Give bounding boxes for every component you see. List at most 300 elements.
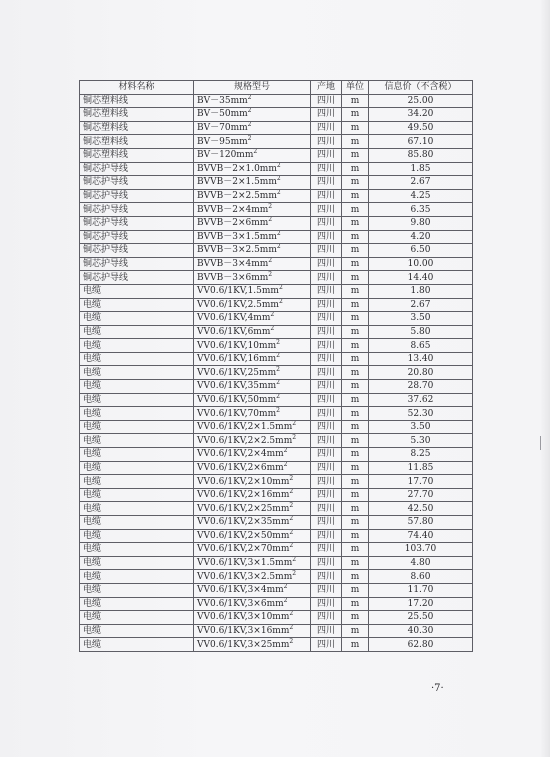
spec-text: VV0.6/1KV,3×6mm (197, 598, 284, 609)
cell-origin: 四川 (311, 108, 342, 122)
spec-superscript: 2 (289, 488, 294, 496)
cell-spec (194, 121, 311, 135)
table-row (80, 271, 473, 285)
spec-text: BVVB－2×6mm (197, 218, 269, 229)
table-row (80, 244, 473, 258)
cell-material: 铜芯护导线 (80, 271, 194, 285)
cell-material: 电缆 (80, 298, 194, 312)
cell-price: 8.60 (369, 570, 473, 584)
cell-unit: m (342, 583, 369, 597)
table-row (80, 461, 473, 475)
cell-spec (194, 312, 311, 326)
cell-price: 4.20 (369, 230, 473, 244)
table-row (80, 298, 473, 312)
cell-price: 8.25 (369, 448, 473, 462)
cell-material: 电缆 (80, 516, 194, 530)
spec-text: VV0.6/1KV,25mm (197, 367, 277, 378)
cell-origin: 四川 (311, 611, 342, 625)
spec-text: VV0.6/1KV,2×50mm (197, 530, 290, 541)
spec-text: BV－50mm (197, 109, 248, 120)
cell-price: 10.00 (369, 257, 473, 271)
cell-spec (194, 488, 311, 502)
spec-superscript: 2 (276, 406, 280, 414)
cell-origin: 四川 (311, 148, 342, 162)
cell-material: 电缆 (80, 366, 194, 380)
table-row (80, 257, 473, 271)
cell-unit: m (342, 597, 369, 611)
cell-origin: 四川 (311, 583, 342, 597)
cell-unit: m (342, 298, 369, 312)
table-row (80, 488, 473, 502)
cell-unit: m (342, 502, 369, 516)
cell-price: 49.50 (369, 121, 473, 135)
cell-origin: 四川 (311, 543, 342, 557)
spec-text: BVVB－3×4mm (197, 259, 269, 270)
cell-price: 4.25 (369, 189, 473, 203)
cell-origin: 四川 (311, 312, 342, 326)
cell-origin: 四川 (311, 516, 342, 530)
cell-unit: m (342, 611, 369, 625)
spec-superscript: 2 (247, 107, 252, 115)
spec-text: BV－70mm (197, 123, 248, 134)
spec-superscript: 2 (276, 162, 281, 169)
cell-unit: m (342, 325, 369, 339)
cell-material: 电缆 (80, 597, 194, 611)
table-row (80, 543, 473, 557)
cell-origin: 四川 (311, 366, 342, 380)
cell-material: 铜芯护导线 (80, 230, 194, 244)
cell-material: 电缆 (80, 624, 194, 638)
cell-price: 34.20 (369, 108, 473, 122)
cell-price: 6.35 (369, 203, 473, 217)
table-row (80, 108, 473, 122)
cell-spec (194, 271, 311, 285)
spec-superscript: 2 (276, 379, 280, 387)
cell-price: 2.67 (369, 298, 473, 312)
cell-origin: 四川 (311, 638, 342, 652)
cell-origin: 四川 (311, 216, 342, 230)
cell-unit: m (342, 461, 369, 475)
spec-text: VV0.6/1KV,1.5mm (197, 286, 279, 297)
table-row (80, 94, 473, 108)
cell-origin: 四川 (311, 597, 342, 611)
table-row (80, 216, 473, 230)
cell-unit: m (342, 135, 369, 149)
spec-text: VV0.6/1KV,2×1.5mm (197, 422, 293, 433)
spec-superscript: 2 (276, 352, 280, 360)
cell-spec (194, 108, 311, 122)
cell-unit: m (342, 203, 369, 217)
cell-unit: m (342, 380, 369, 394)
cell-material: 电缆 (80, 502, 194, 516)
cell-spec (194, 244, 311, 258)
page-number: ·7· (431, 683, 444, 694)
cell-spec (194, 448, 311, 462)
cell-spec (194, 325, 311, 339)
cell-price: 4.80 (369, 556, 473, 570)
cell-spec (194, 516, 311, 530)
cell-material: 铜芯护导线 (80, 244, 194, 258)
cell-spec (194, 597, 311, 611)
cell-unit: m (342, 352, 369, 366)
table-row (80, 339, 473, 353)
cell-material: 铜芯护导线 (80, 203, 194, 217)
cell-price: 6.50 (369, 244, 473, 258)
cell-price: 28.70 (369, 380, 473, 394)
cell-material: 铜芯塑料线 (80, 94, 194, 108)
cell-origin: 四川 (311, 325, 342, 339)
cell-spec (194, 135, 311, 149)
spec-text: VV0.6/1KV,70mm (197, 408, 277, 419)
table-row (80, 230, 473, 244)
cell-spec (194, 176, 311, 190)
cell-spec (194, 461, 311, 475)
cell-material: 电缆 (80, 380, 194, 394)
spec-superscript: 2 (270, 311, 275, 319)
cell-origin: 四川 (311, 434, 342, 448)
spec-text: VV0.6/1KV,2×16mm (197, 490, 290, 501)
spec-superscript: 2 (292, 420, 297, 428)
spec-superscript: 2 (270, 325, 275, 332)
cell-price: 40.30 (369, 624, 473, 638)
cell-material: 电缆 (80, 393, 194, 407)
spec-superscript: 2 (268, 257, 273, 265)
cell-material: 电缆 (80, 339, 194, 353)
spec-text: BV－120mm (197, 150, 254, 161)
cell-origin: 四川 (311, 271, 342, 285)
cell-material: 电缆 (80, 583, 194, 597)
table-row (80, 611, 473, 625)
cell-origin: 四川 (311, 135, 342, 149)
cell-material: 电缆 (80, 570, 194, 584)
cell-unit: m (342, 638, 369, 652)
cell-unit: m (342, 176, 369, 190)
table-row (80, 407, 473, 421)
cell-spec (194, 624, 311, 638)
spec-text: VV0.6/1KV,3×16mm (197, 626, 290, 637)
cell-price: 17.20 (369, 597, 473, 611)
table-row (80, 284, 473, 298)
cell-material: 电缆 (80, 448, 194, 462)
cell-spec (194, 162, 311, 176)
cell-price: 42.50 (369, 502, 473, 516)
spec-superscript: 2 (289, 624, 294, 632)
cell-material: 电缆 (80, 461, 194, 475)
cell-unit: m (342, 121, 369, 135)
cell-spec (194, 570, 311, 584)
cell-origin: 四川 (311, 556, 342, 570)
header-unit: 单位 (342, 81, 369, 95)
cell-unit: m (342, 108, 369, 122)
cell-spec (194, 284, 311, 298)
spec-text: VV0.6/1KV,50mm (197, 394, 277, 405)
cell-unit: m (342, 162, 369, 176)
cell-spec (194, 556, 311, 570)
header-origin: 产地 (311, 81, 342, 95)
spec-superscript: 2 (289, 542, 294, 550)
spec-text: VV0.6/1KV,2×70mm (197, 544, 290, 555)
spec-text: BVVB－2×4mm (197, 204, 269, 215)
cell-unit: m (342, 393, 369, 407)
cell-price: 85.80 (369, 148, 473, 162)
spec-text: BV－35mm (197, 95, 248, 106)
table-row (80, 380, 473, 394)
spec-text: VV0.6/1KV,6mm (197, 326, 271, 337)
spec-superscript: 2 (292, 433, 297, 441)
cell-price: 14.40 (369, 271, 473, 285)
spec-text: VV0.6/1KV,3×4mm (197, 585, 284, 596)
cell-price: 25.00 (369, 94, 473, 108)
spec-superscript: 2 (253, 148, 258, 156)
table-row (80, 624, 473, 638)
cell-material: 铜芯护导线 (80, 176, 194, 190)
cell-material: 铜芯塑料线 (80, 148, 194, 162)
cell-material: 电缆 (80, 488, 194, 502)
table-row (80, 366, 473, 380)
cell-spec (194, 366, 311, 380)
spec-text: BVVB－2×1.5mm (197, 177, 277, 188)
cell-unit: m (342, 516, 369, 530)
cell-material: 电缆 (80, 543, 194, 557)
cell-price: 103.70 (369, 543, 473, 557)
cell-unit: m (342, 488, 369, 502)
spec-superscript: 2 (276, 189, 281, 197)
spec-superscript: 2 (268, 216, 273, 224)
table-row (80, 583, 473, 597)
table-row (80, 352, 473, 366)
cell-spec (194, 148, 311, 162)
spec-superscript: 2 (289, 637, 294, 645)
spec-superscript: 2 (283, 461, 288, 468)
spec-superscript: 2 (268, 202, 273, 210)
cell-origin: 四川 (311, 244, 342, 258)
cell-unit: m (342, 230, 369, 244)
spec-superscript: 2 (283, 447, 288, 455)
table-row (80, 393, 473, 407)
cell-material: 电缆 (80, 420, 194, 434)
spec-text: BVVB－3×2.5mm (197, 245, 277, 256)
cell-spec (194, 407, 311, 421)
cell-spec (194, 352, 311, 366)
cell-price: 3.50 (369, 420, 473, 434)
spec-text: VV0.6/1KV,2×4mm (197, 449, 284, 460)
cell-unit: m (342, 271, 369, 285)
cell-origin: 四川 (311, 393, 342, 407)
cell-origin: 四川 (311, 94, 342, 108)
spec-superscript: 2 (283, 583, 288, 591)
table-row (80, 570, 473, 584)
cell-origin: 四川 (311, 203, 342, 217)
cell-spec (194, 380, 311, 394)
cell-spec (194, 189, 311, 203)
table-row (80, 448, 473, 462)
cell-price: 11.70 (369, 583, 473, 597)
cell-unit: m (342, 94, 369, 108)
cell-origin: 四川 (311, 284, 342, 298)
cell-material: 电缆 (80, 312, 194, 326)
spec-superscript: 2 (276, 175, 281, 183)
cell-origin: 四川 (311, 570, 342, 584)
cell-material: 电缆 (80, 352, 194, 366)
cell-material: 铜芯护导线 (80, 189, 194, 203)
cell-price: 5.30 (369, 434, 473, 448)
spec-text: VV0.6/1KV,4mm (197, 313, 271, 324)
cell-material: 电缆 (80, 611, 194, 625)
table-row (80, 597, 473, 611)
spec-superscript: 2 (276, 393, 280, 400)
table-row (80, 434, 473, 448)
spec-superscript: 2 (276, 338, 280, 346)
spec-text: VV0.6/1KV,10mm (197, 340, 277, 351)
cell-price: 11.85 (369, 461, 473, 475)
spec-superscript: 2 (278, 298, 283, 305)
table-row (80, 176, 473, 190)
spec-text: VV0.6/1KV,2×6mm (197, 462, 284, 473)
cell-price: 2.67 (369, 176, 473, 190)
cell-unit: m (342, 312, 369, 326)
spec-text: VV0.6/1KV,3×25mm (197, 639, 290, 650)
cell-material: 电缆 (80, 556, 194, 570)
cell-price: 1.80 (369, 284, 473, 298)
spec-text: VV0.6/1KV,35mm (197, 381, 277, 392)
cell-spec (194, 230, 311, 244)
cell-origin: 四川 (311, 461, 342, 475)
cell-price: 67.10 (369, 135, 473, 149)
page-edge-shadow (540, 0, 550, 757)
spec-text: VV0.6/1KV,2×2.5mm (197, 435, 293, 446)
cell-spec (194, 420, 311, 434)
cell-origin: 四川 (311, 339, 342, 353)
cell-price: 25.50 (369, 611, 473, 625)
spec-superscript: 2 (276, 230, 281, 237)
spec-text: VV0.6/1KV,3×1.5mm (197, 558, 293, 569)
cell-price: 52.30 (369, 407, 473, 421)
margin-mark (540, 436, 544, 450)
cell-price: 37.62 (369, 393, 473, 407)
header-material: 材料名称 (80, 81, 194, 95)
spec-superscript: 2 (276, 365, 280, 373)
cell-origin: 四川 (311, 420, 342, 434)
cell-unit: m (342, 624, 369, 638)
spec-text: VV0.6/1KV,16mm (197, 354, 277, 365)
spec-superscript: 2 (276, 243, 281, 251)
spec-superscript: 2 (289, 501, 294, 509)
cell-spec (194, 475, 311, 489)
cell-spec (194, 529, 311, 543)
cell-origin: 四川 (311, 162, 342, 176)
cell-price: 27.70 (369, 488, 473, 502)
cell-price: 62.80 (369, 638, 473, 652)
cell-unit: m (342, 339, 369, 353)
spec-text: VV0.6/1KV,2×35mm (197, 517, 290, 528)
cell-material: 铜芯塑料线 (80, 135, 194, 149)
table-row (80, 203, 473, 217)
spec-text: BVVB－3×1.5mm (197, 231, 277, 242)
cell-price: 9.80 (369, 216, 473, 230)
spec-text: BVVB－3×6mm (197, 272, 269, 283)
cell-origin: 四川 (311, 230, 342, 244)
spec-superscript: 2 (289, 610, 294, 618)
cell-material: 电缆 (80, 434, 194, 448)
cell-price: 13.40 (369, 352, 473, 366)
cell-spec (194, 94, 311, 108)
spec-superscript: 2 (278, 284, 283, 292)
spec-text: BVVB－2×2.5mm (197, 191, 277, 202)
cell-spec (194, 583, 311, 597)
table-row (80, 121, 473, 135)
cell-unit: m (342, 556, 369, 570)
table-row (80, 420, 473, 434)
cell-origin: 四川 (311, 257, 342, 271)
cell-origin: 四川 (311, 380, 342, 394)
cell-origin: 四川 (311, 189, 342, 203)
cell-spec (194, 203, 311, 217)
cell-unit: m (342, 570, 369, 584)
cell-unit: m (342, 366, 369, 380)
spec-text: VV0.6/1KV,2×25mm (197, 503, 290, 514)
cell-spec (194, 393, 311, 407)
table-row (80, 162, 473, 176)
cell-spec (194, 502, 311, 516)
cell-origin: 四川 (311, 502, 342, 516)
table-row (80, 325, 473, 339)
cell-spec (194, 216, 311, 230)
cell-unit: m (342, 189, 369, 203)
cell-origin: 四川 (311, 529, 342, 543)
cell-origin: 四川 (311, 352, 342, 366)
cell-unit: m (342, 529, 369, 543)
table-row (80, 502, 473, 516)
cell-origin: 四川 (311, 475, 342, 489)
cell-spec (194, 298, 311, 312)
spec-superscript: 2 (268, 270, 273, 278)
spec-superscript: 2 (289, 515, 294, 523)
cell-material: 电缆 (80, 638, 194, 652)
cell-price: 1.85 (369, 162, 473, 176)
cell-origin: 四川 (311, 121, 342, 135)
table-row (80, 189, 473, 203)
table-row (80, 312, 473, 326)
spec-superscript: 2 (289, 529, 294, 536)
table-row (80, 135, 473, 149)
cell-unit: m (342, 257, 369, 271)
table-header-row (80, 81, 473, 95)
cell-spec (194, 339, 311, 353)
cell-material: 铜芯护导线 (80, 216, 194, 230)
cell-unit: m (342, 407, 369, 421)
table-row (80, 638, 473, 652)
cell-spec (194, 638, 311, 652)
table-row (80, 516, 473, 530)
spec-text: BVVB－2×1.0mm (197, 163, 277, 174)
table-body (80, 94, 473, 651)
cell-material: 电缆 (80, 284, 194, 298)
table-row (80, 148, 473, 162)
spec-superscript: 2 (247, 134, 252, 142)
cell-unit: m (342, 216, 369, 230)
cell-origin: 四川 (311, 407, 342, 421)
cell-material: 电缆 (80, 407, 194, 421)
spec-text: VV0.6/1KV,2.5mm (197, 299, 279, 310)
cell-price: 3.50 (369, 312, 473, 326)
spec-superscript: 2 (289, 474, 294, 482)
cell-material: 铜芯护导线 (80, 257, 194, 271)
cell-unit: m (342, 420, 369, 434)
spec-superscript: 2 (247, 121, 252, 129)
table-row (80, 529, 473, 543)
spec-superscript: 2 (292, 556, 297, 564)
cell-unit: m (342, 434, 369, 448)
